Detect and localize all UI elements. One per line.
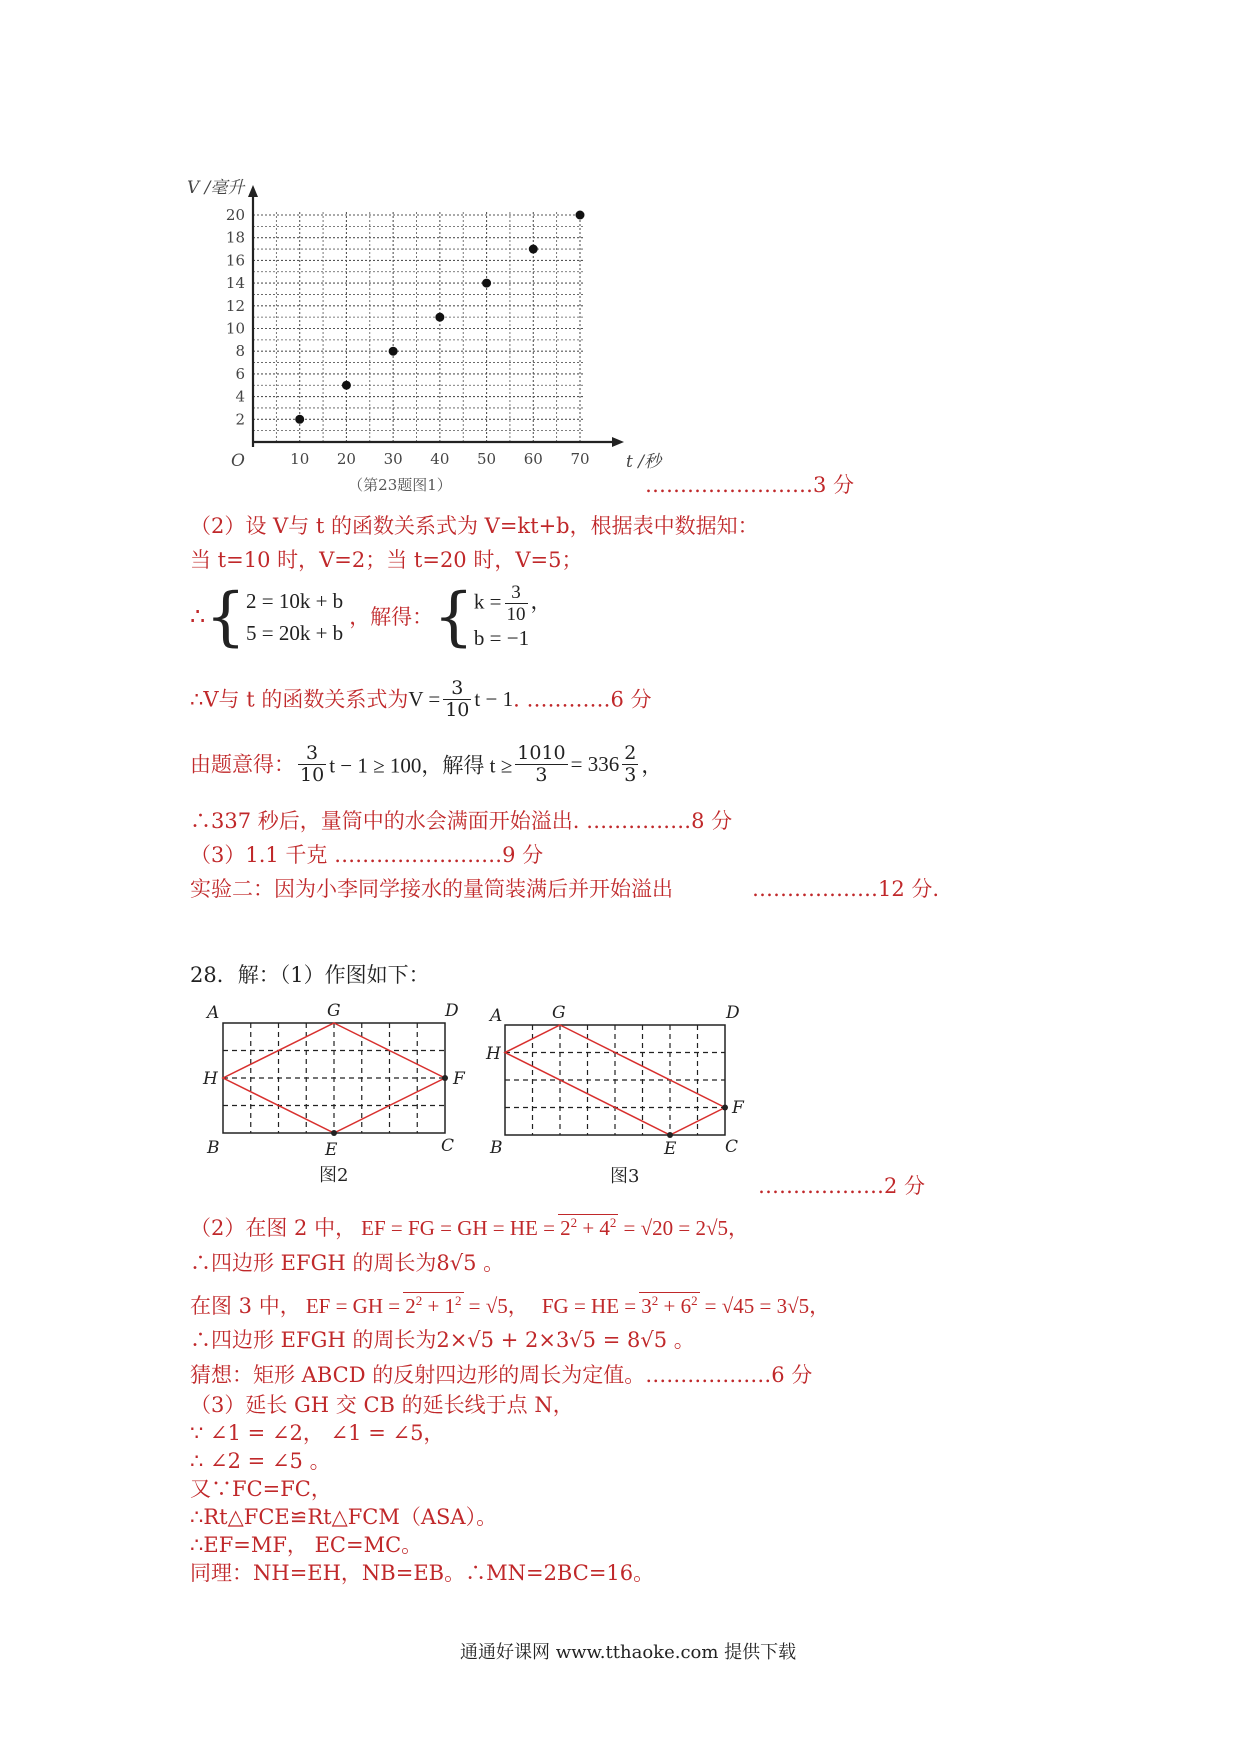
x-tick-label: 30 <box>383 450 403 468</box>
q28-line6: （3）延长 GH 交 CB 的延长线于点 N， <box>190 1393 574 1417</box>
y-tick-label: 20 <box>225 206 245 224</box>
fig3-F: F <box>732 1098 744 1118</box>
x-tick-label: 60 <box>523 450 543 468</box>
fig3-H: H <box>486 1044 501 1064</box>
q28-line10: ∴Rt△FCE≌Rt△FCM（ASA）。 <box>190 1505 498 1529</box>
exp2-score: ………………12 分. <box>752 877 940 901</box>
exp2-line: 实验二：因为小李同学接水的量筒装满后并开始溢出 <box>190 877 673 901</box>
q28-line2: ∴四边形 EFGH 的周长为8√5 。 <box>190 1251 505 1275</box>
scatter-chart <box>185 170 661 505</box>
x-tick-label: 50 <box>477 450 497 468</box>
l3-r: 1 <box>444 1294 456 1318</box>
fig3-E: E <box>664 1139 677 1159</box>
q28-heading: 28．解：（1）作图如下： <box>190 963 430 987</box>
l3-pre: 在图 3 中， <box>190 1294 301 1318</box>
fig3-C: C <box>725 1137 739 1157</box>
l3-a-end: = √5， <box>468 1294 529 1318</box>
fig2-C: C <box>441 1136 455 1156</box>
chart-caption: （第23题图1） <box>348 476 452 494</box>
y-tick-label: 12 <box>225 296 245 315</box>
equation-system: ∴{ 2 = 10k + b 5 = 20k + b ，解得：{ k = $\frac{3}{10}$ ， b = −1 <box>190 579 552 654</box>
ineq-num2: 1010 <box>517 742 566 764</box>
fig2-G: G <box>327 1001 341 1021</box>
fig2-F: F <box>453 1069 465 1089</box>
y-tick-label: 8 <box>235 342 245 361</box>
fig2-B: B <box>207 1138 220 1158</box>
inequality-line <box>190 743 662 786</box>
page-footer: 通通好课网 www.tthaoke.com 提供下载 <box>460 1642 797 1663</box>
fig3-G: G <box>552 1003 566 1023</box>
ineq-eq: = 336 <box>570 752 620 776</box>
x-tick-label: 70 <box>570 450 590 468</box>
part2-line2: 当 t=10 时，V=2；当 t=20 时，V=5； <box>190 548 583 572</box>
fig2-A: A <box>207 1003 220 1023</box>
y-tick-label: 4 <box>235 387 245 406</box>
l3-b: FG = HE = <box>541 1294 637 1318</box>
l3-sqrt-b: $3^2 + 6^2$ <box>641 1293 698 1318</box>
figure-3 <box>480 997 760 1197</box>
q28-line3 <box>190 1290 830 1320</box>
x-axis-arrow <box>612 437 624 447</box>
l1-pre: （2）在图 2 中， <box>190 1216 357 1240</box>
therefore-symbol: ∴ <box>190 602 206 631</box>
figure-2 <box>195 995 475 1195</box>
x-tick-label: 20 <box>336 450 356 468</box>
y-tick-label: 6 <box>235 364 245 383</box>
ineq-den2: 3 <box>535 764 548 786</box>
score-3: ……………………3 分 <box>645 473 855 497</box>
part3-line: （3）1.1 千克 ……………………9 分 <box>190 843 544 867</box>
data-point <box>482 279 491 288</box>
ineq-den: 10 <box>300 764 325 786</box>
func-pre: ∴V与 t 的函数关系式为 <box>190 687 409 712</box>
data-point <box>342 381 351 390</box>
func-score: . …………6 分 <box>513 687 652 712</box>
l1-r1: 2 <box>560 1216 571 1240</box>
fig2-caption: 图2 <box>319 1165 349 1186</box>
part2-line1: （2）设 V与 t 的函数关系式为 V=kt+b，根据表中数据知： <box>190 514 759 538</box>
fig3-D: D <box>726 1003 740 1023</box>
l1-r2: 4 <box>599 1216 610 1240</box>
l3-sqrt-a: $2^2 + 1^2$ <box>405 1293 462 1318</box>
func-den: 10 <box>445 699 470 721</box>
q28-line1 <box>190 1212 749 1242</box>
fig3-caption: 图3 <box>610 1166 640 1187</box>
solve-label: ，解得： <box>349 604 434 629</box>
q28-line4: ∴四边形 EFGH 的周长为2×√5 + 2×3√5 = 8√5 。 <box>190 1328 695 1352</box>
ineq-fn: 2 <box>624 742 637 764</box>
y-axis-arrow <box>248 185 258 197</box>
origin-label: O <box>231 451 245 471</box>
x-tick-label: 40 <box>430 450 450 468</box>
l3-b-end: = √45 = 3√5， <box>704 1294 831 1318</box>
q28-line7: ∵ ∠1 = ∠2， ∠1 = ∠5， <box>190 1421 445 1445</box>
system-eq-1: 2 = 10k + b <box>246 588 344 613</box>
l3-s: 3 <box>641 1294 652 1318</box>
l3-t: 6 <box>680 1294 692 1318</box>
l1-sqrt: $2^2 + 4^2$ <box>560 1215 617 1240</box>
data-point <box>529 245 538 254</box>
fig3-A: A <box>490 1006 503 1026</box>
q28-score-2: ………………2 分 <box>758 1174 926 1198</box>
q28-line11: ∴EF=MF， EC=MC。 <box>190 1533 423 1557</box>
ineq-end: ， <box>641 753 663 778</box>
ineq-pre: 由题意得： <box>190 752 295 777</box>
k-eq: k = <box>473 589 502 614</box>
fig2-H: H <box>203 1069 218 1089</box>
q28-line8: ∴ ∠2 = ∠5 。 <box>190 1449 331 1473</box>
func-num: 3 <box>443 678 471 700</box>
fig2-D: D <box>445 1001 459 1021</box>
y-tick-label: 10 <box>225 319 245 338</box>
l3-a: EF = GH = <box>305 1294 401 1318</box>
fig3-B: B <box>490 1138 503 1158</box>
y-axis-label: V /毫升 <box>187 178 245 198</box>
y-tick-label: 18 <box>225 228 245 247</box>
function-line <box>190 678 651 721</box>
x-tick-label: 10 <box>290 450 310 468</box>
k-den: 10 <box>506 604 526 625</box>
func-post: t − 1 <box>474 687 514 711</box>
q28-line5: 猜想：矩形 ABCD 的反射四边形的周长为定值。………………6 分 <box>190 1363 813 1387</box>
ineq-fd: 3 <box>624 764 637 786</box>
data-point <box>295 415 304 424</box>
system-eq-2: 5 = 20k + b <box>246 620 344 645</box>
k-num: 3 <box>505 582 528 604</box>
b-eq: b = −1 <box>473 626 530 650</box>
x-axis-label: t /秒 <box>626 452 661 472</box>
l1-math: EF = FG = GH = HE = <box>361 1216 555 1240</box>
y-tick-label: 16 <box>225 251 245 270</box>
l1-end: = √20 = 2√5， <box>623 1216 750 1240</box>
func-v: V = <box>408 687 441 711</box>
data-point <box>389 347 398 356</box>
overflow-line: ∴337 秒后，量筒中的水会满面开始溢出. ……………8 分 <box>190 809 733 833</box>
k-comma: ， <box>530 589 552 614</box>
data-point <box>435 313 444 322</box>
ineq-num: 3 <box>298 743 326 765</box>
q28-line9: 又∵FC=FC， <box>190 1477 332 1501</box>
fig2-E: E <box>325 1140 338 1160</box>
data-point <box>576 211 585 220</box>
y-tick-label: 14 <box>225 274 245 293</box>
ineq-mid: t − 1 ≥ 100，解得 t ≥ <box>329 753 513 778</box>
y-tick-label: 2 <box>235 410 245 429</box>
q28-line12: 同理：NH=EH，NB=EB。∴MN=2BC=16。 <box>190 1561 655 1585</box>
